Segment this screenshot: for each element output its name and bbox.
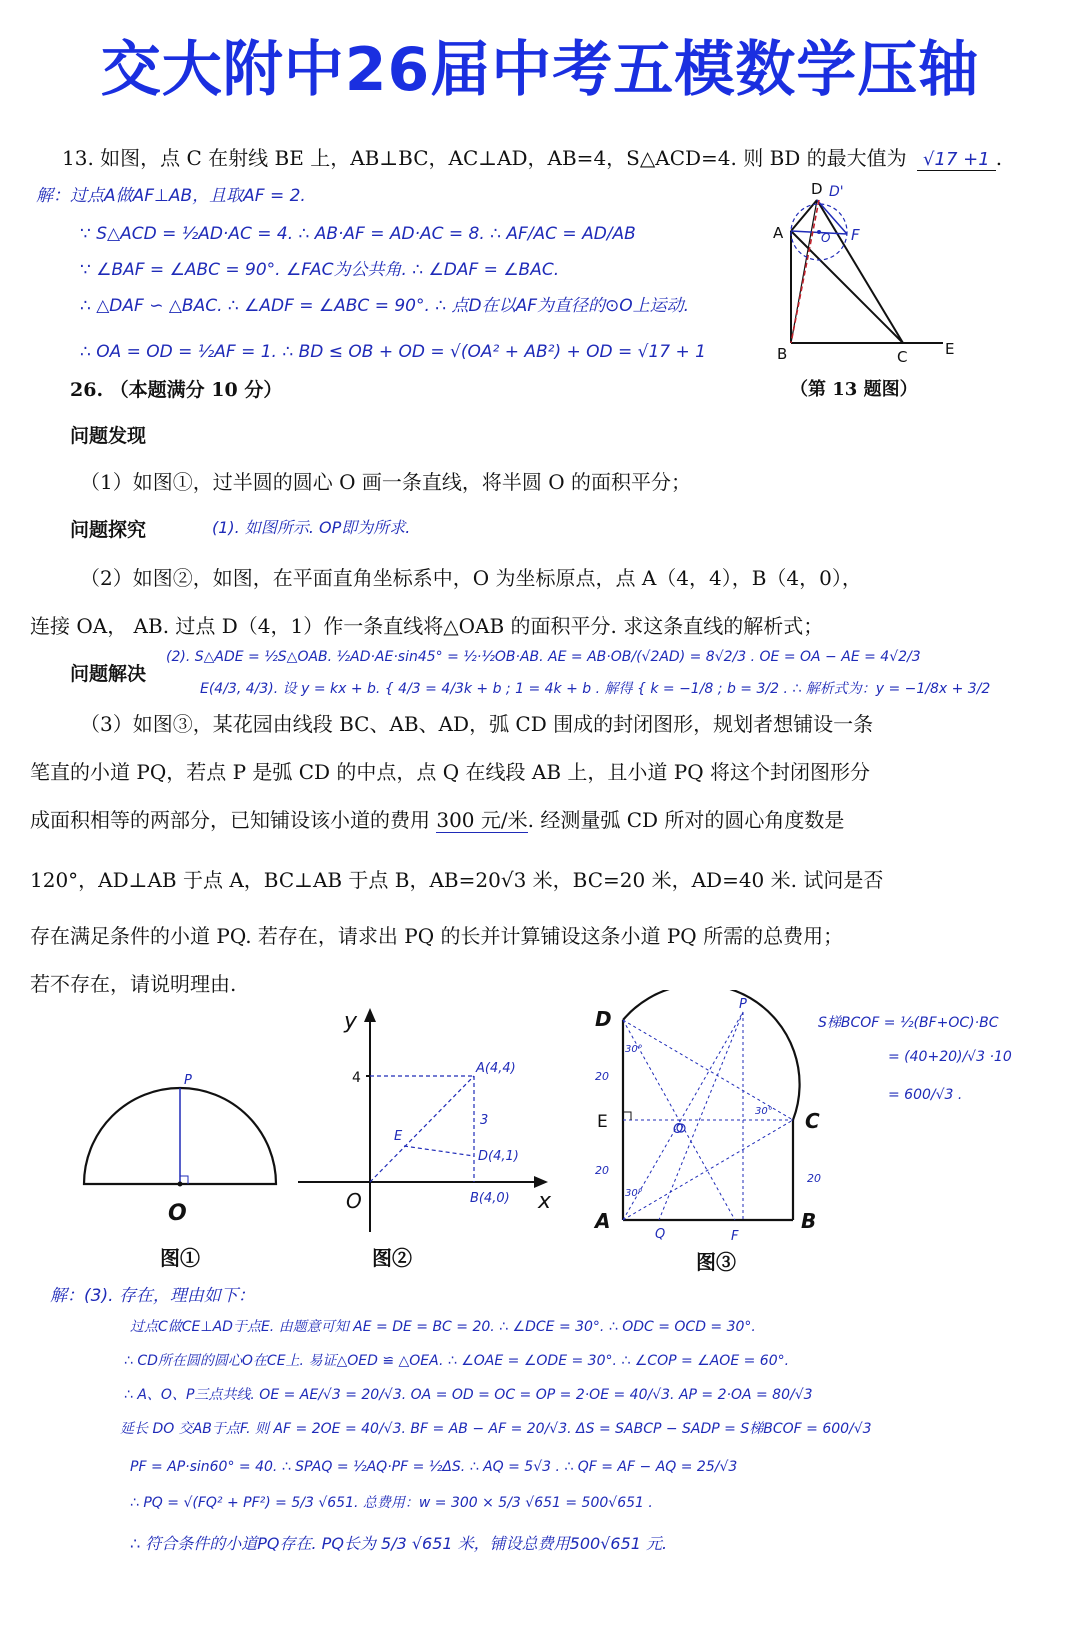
q13-label-e: E <box>945 340 955 358</box>
q13-label-f: F <box>851 226 860 244</box>
fig1-label-o: O <box>168 1201 187 1226</box>
page-title: 交大附中26届中考五模数学压轴 <box>100 35 980 105</box>
q26-part2-line2: 连接 OA， AB. 过点 D（4，1）作一条直线将△OAB 的面积平分. 求这条直线的解析式； <box>30 614 824 638</box>
q26-part3-line6: 若不存在，请说明理由. <box>30 972 237 996</box>
q13-label-c: C <box>897 348 908 366</box>
fig2-label-d: D(4,1) <box>478 1149 519 1164</box>
q13-solution-line-4: ∴ △DAF ∽ △BAC. ∴ ∠ADF = ∠ABC = 90°. ∴ 点D在以AF为直径的⊙O上运动. <box>80 296 690 316</box>
q26-hw-part1: (1). 如图所示. OP即为所求. <box>212 518 411 537</box>
figure-2 <box>290 1000 570 1240</box>
q26-part3-line2: 笔直的小道 PQ，若点 P 是弧 CD 的中点，点 Q 在线段 AB 上，且小道 PQ 将这个封闭图形分 <box>30 760 870 784</box>
solution3-line-1: 解：(3). 存在，理由如下： <box>50 1286 255 1306</box>
q13-label-d: D <box>811 180 823 198</box>
figure-3 <box>585 990 835 1260</box>
fig3-label-20b: 20 <box>595 1164 609 1177</box>
q13-label-d1: D' <box>829 184 844 200</box>
figure-1 <box>70 1060 290 1240</box>
fig2-label-o: O <box>346 1189 362 1213</box>
q26-part3-line4: 120°，AD⊥AB 于点 A，BC⊥AB 于点 B，AB=20√3 米，BC=20 米，AD=40 米. 试问是否 <box>30 868 884 892</box>
fig3-label-c: C <box>805 1109 820 1133</box>
q26-part3-line5: 存在满足条件的小道 PQ. 若存在，请求出 PQ 的长并计算铺设这条小道 PQ 所需的总费用； <box>30 924 844 948</box>
solution3-line-7: ∴ PQ = √(FQ² + PF²) = 5/3 √651. 总费用：w = 300 × 5/3 √651 = 500√651 . <box>130 1495 653 1511</box>
fig3-label-o: O <box>673 1122 684 1137</box>
q13-answer: √17 +1 <box>917 150 996 171</box>
solution3-line-8: ∴ 符合条件的小道PQ存在. PQ长为 5/3 √651 米，铺设总费用500√651 元. <box>130 1534 668 1553</box>
q13-text: 13. 如图，点 C 在射线 BE 上，AB⊥BC，AC⊥AD，AB=4，S△ACD=4. 则 BD 的最大值为 <box>62 146 907 170</box>
solution3-line-5: 延长 DO 交AB于点F. 则 AF = 2OE = 40/√3. BF = AB − AF = 20/√3. ΔS = SABCP − SADP = S梯BCOF = 600/√3 <box>120 1421 872 1437</box>
q13-solution-line-3: ∵ ∠BAF = ∠ABC = 90°. ∠FAC为公共角. ∴ ∠DAF = ∠BAC. <box>80 260 560 280</box>
fig2-label-x: x <box>538 1189 552 1214</box>
fig2-tick-4: 4 <box>352 1070 361 1086</box>
fig3-angle-30a: 30° <box>625 1044 643 1055</box>
side-note-line-1: S梯BCOF = ½(BF+OC)·BC <box>818 1015 999 1031</box>
fig1-caption: 图① <box>160 1246 200 1270</box>
fig3-label-f: F <box>731 1229 739 1244</box>
fig2-label-a: A(4,4) <box>476 1061 516 1076</box>
fig2-caption: 图② <box>372 1246 412 1270</box>
fig3-label-20a: 20 <box>595 1070 609 1083</box>
solution3-line-2: 过点C做CE⊥AD于点E. 由题意可知 AE = DE = BC = 20. ∴ ∠DCE = 30°. ∴ ODC = OCD = 30°. <box>130 1319 756 1335</box>
fig3-angle-30b: 30° <box>755 1106 773 1117</box>
fig1-label-p: P <box>184 1073 192 1088</box>
q13-solution-line-2: ∵ S△ACD = ½AD·AC = 4. ∴ AB·AF = AD·AC = 8. ∴ AF/AC = AD/AB <box>80 224 636 244</box>
q26-section-discover: 问题发现 <box>70 425 147 447</box>
side-note-line-3: = 600/√3 . <box>888 1087 963 1103</box>
fig2-label-y: y <box>344 1009 358 1034</box>
solution3-line-6: PF = AP·sin60° = 40. ∴ SPAQ = ½AQ·PF = ½ΔS. ∴ AQ = 5√3 . ∴ QF = AF − AQ = 25/√3 <box>130 1459 738 1475</box>
q26-section-explore: 问题探究 <box>70 519 147 541</box>
q26-section-solve: 问题解决 <box>70 663 147 685</box>
q13-solution-line-5: ∴ OA = OD = ½AF = 1. ∴ BD ≤ OB + OD = √(OA² + AB²) + OD = √17 + 1 <box>80 342 706 362</box>
fig2-label-3: 3 <box>480 1113 489 1128</box>
q13-solution-line-1: 解：过点A做AF⊥AB，且取AF = 2. <box>36 186 306 206</box>
fig3-label-d: D <box>595 1007 612 1031</box>
fig3-angle-30c: 30° <box>625 1188 643 1199</box>
q26-part3-line3 <box>30 808 844 832</box>
side-note-line-2: = (40+20)/√3 ·10 <box>888 1049 1012 1065</box>
q13-label-a: A <box>773 224 784 242</box>
fig3-label-e: E <box>597 1112 608 1132</box>
q26-part3-line3-post: . 经测量弧 CD 所对的圆心角度数是 <box>527 808 845 832</box>
fig3-label-q: Q <box>655 1227 666 1242</box>
q26-hw-part2-line2: E(4/3, 4/3). 设 y = kx + b. { 4/3 = 4/3k + b ; 1 = 4k + b . 解得 { k = −1/8 ; b = 3/2 . ∴ 解析式为：y = −1/8x + 3/2 <box>200 681 991 697</box>
q13-label-o: O <box>821 231 831 245</box>
fig3-label-b: B <box>801 1209 817 1233</box>
q13-figure <box>765 178 965 368</box>
fig3-label-p: P <box>739 997 747 1012</box>
fig2-label-b: B(4,0) <box>470 1191 510 1206</box>
q26-part3-line3-pre: 成面积相等的两部分，已知铺设该小道的费用 <box>30 808 437 832</box>
q26-cost-rate: 300 元/米 <box>436 808 528 832</box>
q26-part1: （1）如图①，过半圆的圆心 O 画一条直线，将半圆 O 的面积平分； <box>80 470 691 494</box>
fig3-caption: 图③ <box>696 1250 736 1274</box>
fig3-label-a: A <box>595 1209 611 1233</box>
q13-statement <box>62 146 1002 171</box>
q26-part2-line1: （2）如图②，如图，在平面直角坐标系中，O 为坐标原点，点 A（4，4），B（4，0）， <box>80 566 862 590</box>
q13-label-b: B <box>777 345 788 363</box>
solution3-line-4: ∴ A、O、P三点共线. OE = AE/√3 = 20/√3. OA = OD = OC = OP = 2·OE = 40/√3. AP = 2·OA = 80/√3 <box>124 1387 813 1403</box>
q13-period: . <box>995 146 1003 170</box>
q26-part3-line1: （3）如图③，某花园由线段 BC、AB、AD，弧 CD 围成的封闭图形，规划者想铺设一条 <box>80 712 874 736</box>
q26-header: 26. （本题满分 10 分） <box>70 379 283 401</box>
solution3-line-3: ∴ CD所在圆的圆心O在CE上. 易证△OED ≌ △OEA. ∴ ∠OAE = ∠ODE = 30°. ∴ ∠COP = ∠AOE = 60°. <box>124 1353 790 1369</box>
fig2-label-e: E <box>394 1129 403 1144</box>
q13-caption: （第 13 题图） <box>790 379 918 400</box>
fig3-label-20c: 20 <box>807 1172 821 1185</box>
q26-hw-part2-line1: (2). S△ADE = ½S△OAB. ½AD·AE·sin45° = ½·½OB·AB. AE = AB·OB/(√2AD) = 8√2/3 . OE = OA − AE = 4√2/3 <box>166 649 921 665</box>
